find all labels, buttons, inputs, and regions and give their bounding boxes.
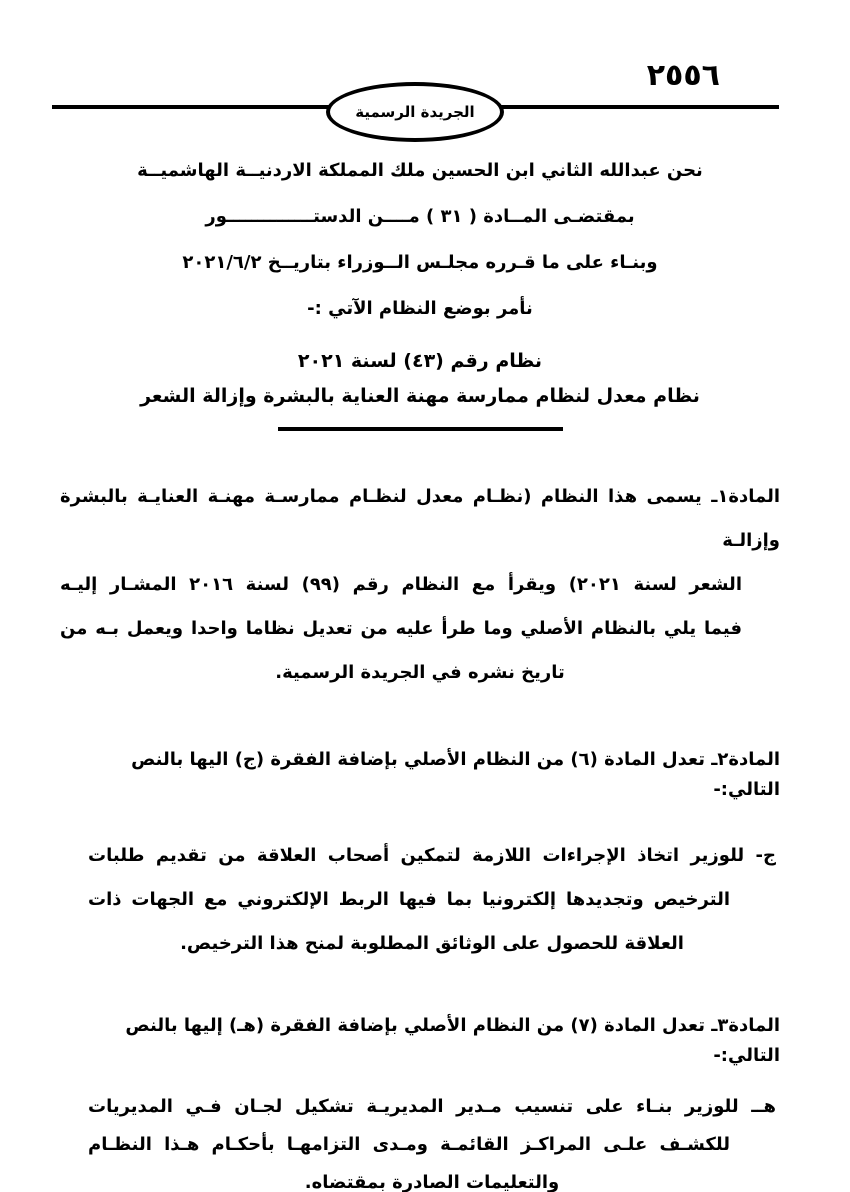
article-1-line: فيما يلي بالنظام الأصلي وما طرأ عليه من تعديل نظاما واحدا ويعمل بـه من bbox=[60, 618, 742, 639]
clause-h-line: والتعليمات الصادرة بمقتضاه. bbox=[304, 1172, 560, 1192]
page-number: ٢٥٥٦ bbox=[646, 58, 720, 93]
preamble-line-order: نأمر بوضع النظام الآتي :- bbox=[307, 298, 533, 319]
preamble-line-constitution: بمقتضـى المــادة ( ٣١ ) مــــن الدستــــــــــــــور bbox=[205, 206, 635, 227]
regulation-title-block bbox=[60, 344, 780, 431]
document-body bbox=[60, 0, 780, 1192]
clause-h-line: للكشـف علـى المراكـز القائمـة ومـدى التزامهـا بأحكـام هـذا النظـام bbox=[88, 1134, 730, 1155]
regulation-name-title: نظام معدل لنظام ممارسة مهنة العناية بالبشرة وإزالة الشعر bbox=[140, 385, 700, 407]
title-underline bbox=[278, 427, 563, 431]
gazette-badge-label: الجريدة الرسمية bbox=[355, 103, 475, 121]
clause-h-line: هــ للوزير بنـاء على تنسيب مـدير المديريـة تشكيل لجـان فـي المديريات bbox=[88, 1096, 776, 1117]
article-3-heading: المادة٣ـ تعدل المادة (٧) من النظام الأصلي بإضافة الفقرة (هـ) إليها بالنص التالي:- bbox=[125, 1015, 780, 1066]
clause-j-line: العلاقة للحصول على الوثائق المطلوبة لمنح هذا الترخيص. bbox=[180, 933, 684, 954]
article-1-paragraph bbox=[60, 475, 780, 695]
regulation-number-title: نظام رقم (٤٣) لسنة ٢٠٢١ bbox=[297, 350, 543, 372]
article-1-line: تاريخ نشره في الجريدة الرسمية. bbox=[275, 662, 565, 683]
clause-j-line: ج- للوزير اتخاذ الإجراءات اللازمة لتمكين أصحاب العلاقة من تقديم طلبات bbox=[88, 845, 776, 866]
clause-j-line: الترخيص وتجديدها إلكترونيا بما فيها الربط الإلكتروني مع الجهات ذات bbox=[88, 889, 730, 910]
article-2-clause-j bbox=[60, 834, 780, 966]
article-1-line: الشعر لسنة ٢٠٢١) ويقرأ مع النظام رقم (٩٩) لسنة ٢٠١٦ المشـار إليـه bbox=[60, 574, 742, 595]
preamble-line-cabinet-decision: وبنـاء على ما قـرره مجلـس الــوزراء بتاريــخ ٢٠٢١/٦/٢ bbox=[182, 252, 658, 273]
preamble-line-king: نحن عبدالله الثاني ابن الحسين ملك المملكة الاردنيــة الهاشميــة bbox=[137, 160, 703, 181]
article-2-heading: المادة٢ـ تعدل المادة (٦) من النظام الأصلي بإضافة الفقرة (ج) اليها بالنص التالي:- bbox=[131, 749, 780, 800]
article-3-clause-h bbox=[60, 1088, 780, 1192]
article-1-line: المادة١ـ يسمى هذا النظام (نظـام معدل لنظـام ممارسـة مهنـة العنايـة بالبشرة وإزالـة bbox=[60, 486, 780, 551]
gazette-badge bbox=[326, 82, 504, 142]
royal-preamble bbox=[60, 0, 780, 332]
